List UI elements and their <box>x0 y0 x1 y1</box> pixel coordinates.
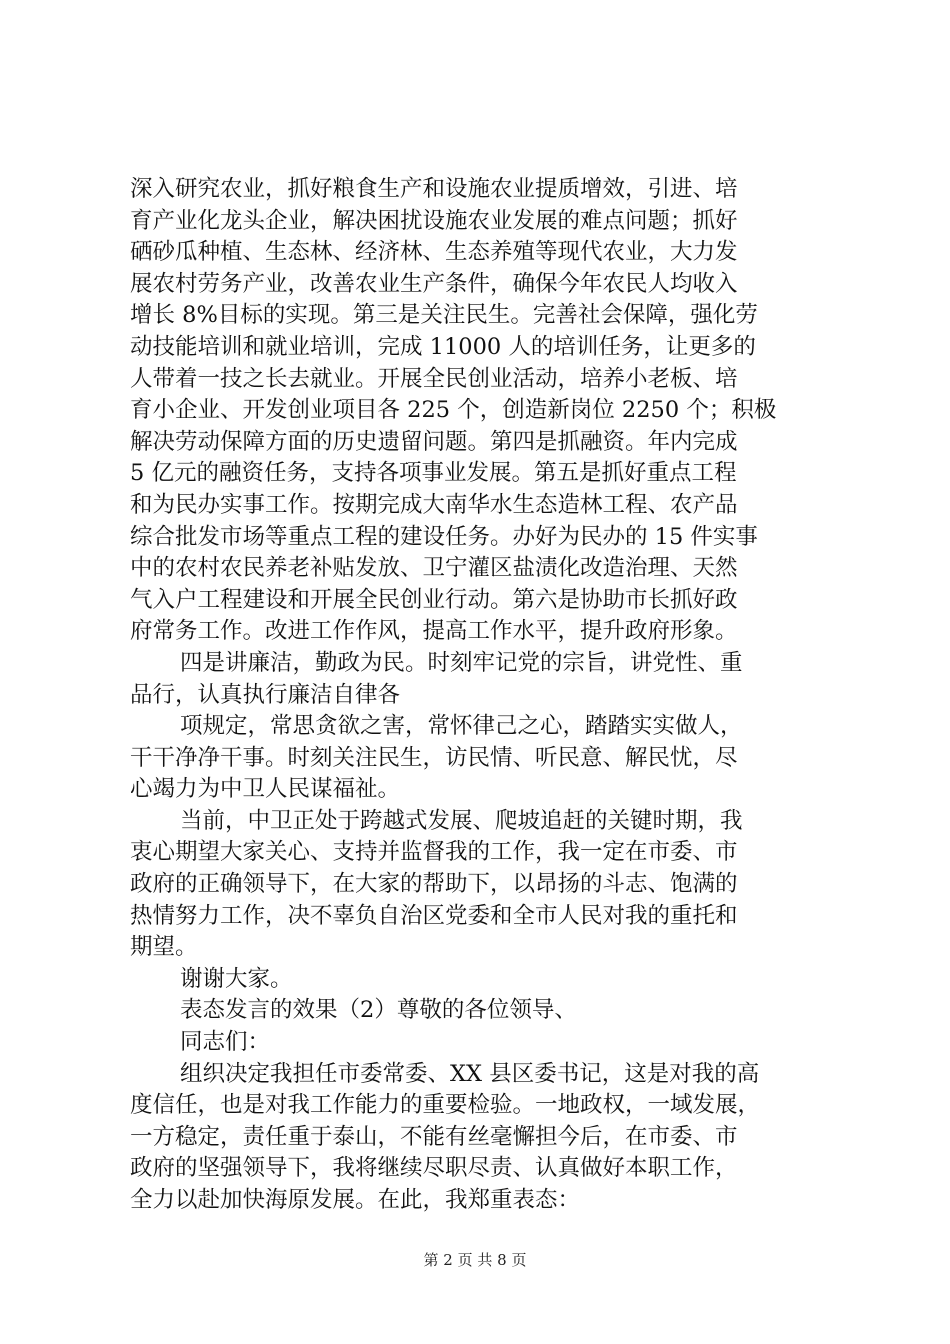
text-line: 府常务工作。改进工作作风，提高工作水平，提升政府形象。 <box>130 618 738 645</box>
paragraph-start-line: 当前，中卫正处于跨越式发展、爬坡追赶的关键时期，我 <box>180 807 743 834</box>
text-line: 5 亿元的融资任务，支持各项事业发展。第五是抓好重点工程 <box>130 460 737 487</box>
text-line: 热情努力工作，决不辜负自治区党委和全市人民对我的重托和 <box>130 902 738 929</box>
text-line: 和为民办实事工作。按期完成大南华水生态造林工程、农产品 <box>130 491 738 518</box>
section-heading-line: 表态发言的效果（2）尊敬的各位领导、 <box>180 997 577 1024</box>
text-line: 一方稳定，责任重于泰山，不能有丝毫懈担今后，在市委、市 <box>130 1123 738 1150</box>
page-footer <box>0 1250 950 1270</box>
text-line: 全力以赴加快海原发展。在此，我郑重表态： <box>130 1187 581 1213</box>
paragraph-start-line: 四是讲廉洁，勤政为民。时刻牢记党的宗旨，讲党性、重 <box>180 649 743 676</box>
text-line: 心竭力为中卫人民谋福祉。 <box>130 776 401 803</box>
text-line: 硒砂瓜种植、生态林、经济林、生态养殖等现代农业，大力发 <box>130 239 738 266</box>
text-line: 衷心期望大家关心、支持并监督我的工作，我一定在市委、市 <box>130 839 738 866</box>
page-number: 第 2 页 共 8 页 <box>423 1251 527 1269</box>
text-line: 展农村劳务产业，改善农业生产条件，确保今年农民人均收入 <box>130 270 738 297</box>
paragraph-start-line: 项规定，常思贪欲之害，常怀律己之心，踏踏实实做人， <box>180 713 743 740</box>
text-line: 气入户工程建设和开展全民创业行动。第六是协助市长抓好政 <box>130 586 738 613</box>
text-line: 解决劳动保障方面的历史遗留问题。第四是抓融资。年内完成 <box>130 428 738 455</box>
text-line: 人带着一技之长去就业。开展全民创业活动，培养小老板、培 <box>130 365 738 392</box>
text-line: 育小企业、开发创业项目各 225 个，创造新岗位 2250 个；积极 <box>130 397 777 424</box>
text-line: 中的农村农民养老补贴发放、卫宁灌区盐渍化改造治理、天然 <box>130 555 738 582</box>
text-line: 品行，认真执行廉洁自律各 <box>130 681 401 708</box>
text-line: 增长 8%目标的实现。第三是关注民生。完善社会保障，强化劳 <box>130 302 758 329</box>
text-line: 干干净净干事。时刻关注民生，访民情、听民意、解民忧，尽 <box>130 744 738 771</box>
text-line: 动技能培训和就业培训，完成 11000 人的培训任务，让更多的 <box>130 333 756 360</box>
text-line: 度信任，也是对我工作能力的重要检验。一地政权，一域发展， <box>130 1092 761 1119</box>
text-line: 政府的正确领导下，在大家的帮助下，以昂扬的斗志、饱满的 <box>130 871 738 898</box>
text-line: 政府的坚强领导下，我将继续尽职尽责、认真做好本职工作， <box>130 1155 738 1182</box>
document-body <box>130 174 830 1217</box>
paragraph-start-line: 谢谢大家。 <box>180 965 293 992</box>
paragraph-start-line: 组织决定我担任市委常委、XX 县区委书记，这是对我的高 <box>180 1060 760 1087</box>
text-line: 综合批发市场等重点工程的建设任务。办好为民办的 15 件实事 <box>130 523 758 550</box>
text-line: 期望。 <box>130 934 198 961</box>
salutation-line: 同志们： <box>180 1029 271 1056</box>
text-line: 深入研究农业，抓好粮食生产和设施农业提质增效，引进、培 <box>130 176 738 202</box>
text-line: 育产业化龙头企业，解决困扰设施农业发展的难点问题；抓好 <box>130 207 738 234</box>
